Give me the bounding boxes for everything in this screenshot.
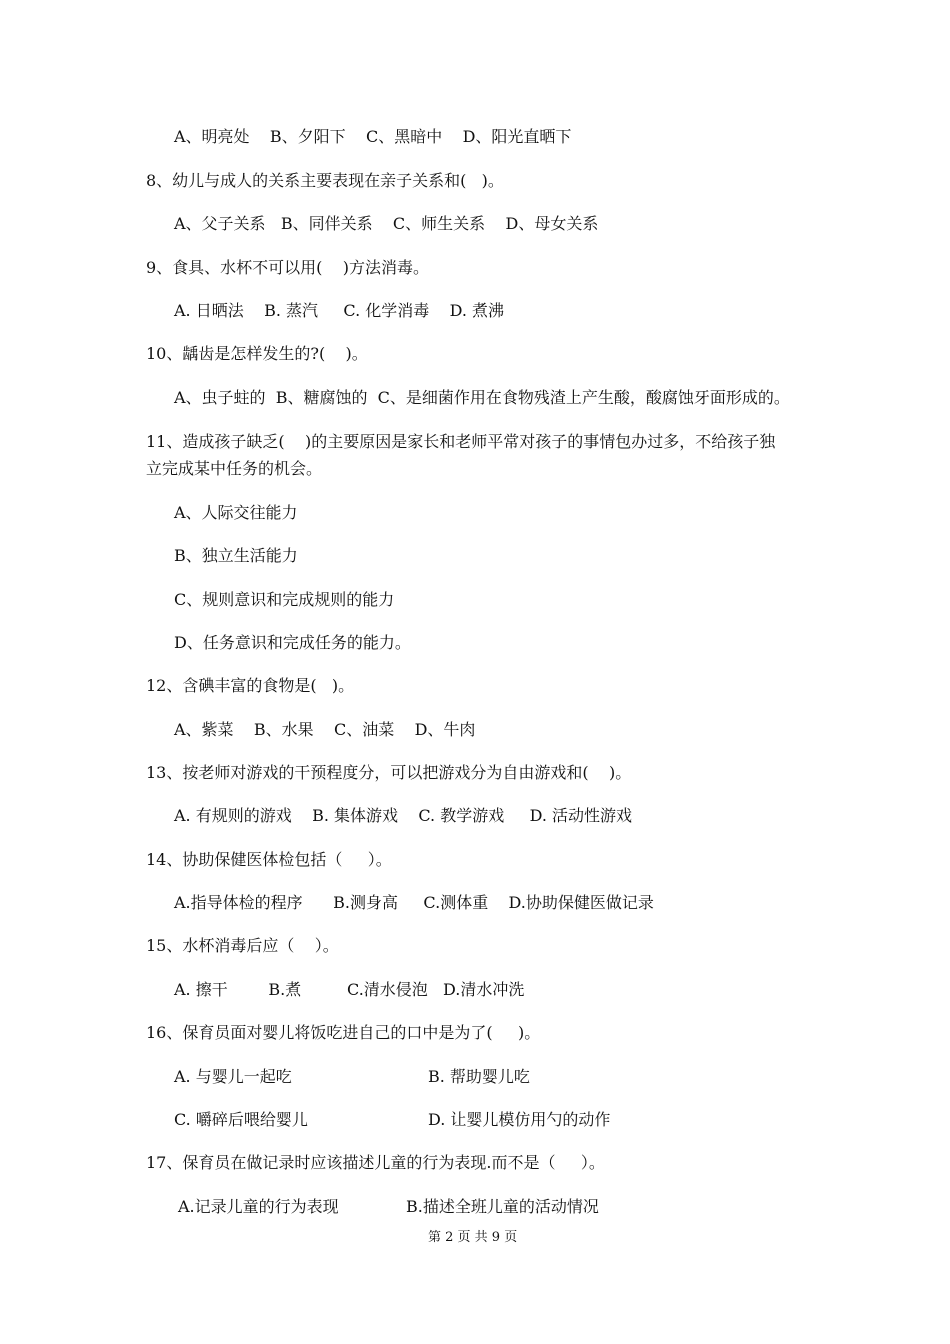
q13-options: A. 有规则的游戏 B. 集体游戏 C. 教学游戏 D. 活动性游戏 (174, 806, 633, 825)
page-footer: 第 2 页 共 9 页 (428, 1230, 518, 1245)
q16-stem: 16、保育员面对婴儿将饭吃进自己的口中是为了( )。 (146, 1023, 541, 1042)
q10-stem: 10、龋齿是怎样发生的?( )。 (146, 344, 368, 363)
q12-stem: 12、含碘丰富的食物是( )。 (146, 676, 355, 695)
q11-stem-line1: 11、造成孩子缺乏( )的主要原因是家长和老师平常对孩子的事情包办过多，不给孩子独 (146, 432, 776, 451)
q11-option-b: B、独立生活能力 (174, 546, 298, 565)
q9-stem: 9、食具、水杯不可以用( )方法消毒。 (146, 258, 430, 277)
q8-stem: 8、幼儿与成人的关系主要表现在亲子关系和( )。 (146, 171, 504, 190)
q17-option-b: B.描述全班儿童的活动情况 (406, 1197, 599, 1216)
q11-option-c: C、规则意识和完成规则的能力 (174, 590, 395, 609)
q12-options: A、紫菜 B、水果 C、油菜 D、牛肉 (174, 720, 476, 739)
q16-option-a: A. 与婴儿一起吃 (174, 1067, 292, 1086)
q16-option-b: B. 帮助婴儿吃 (428, 1067, 530, 1086)
q14-options: A.指导体检的程序 B.测身高 C.测体重 D.协助保健医做记录 (174, 893, 654, 912)
q11-option-a: A、人际交往能力 (174, 503, 298, 522)
q17-option-a: A.记录儿童的行为表现 (178, 1197, 339, 1216)
q15-stem: 15、水杯消毒后应（ ）。 (146, 936, 339, 955)
q8-options: A、父子关系 B、同伴关系 C、师生关系 D、母女关系 (174, 214, 599, 233)
q11-stem-line2: 立完成某中任务的机会。 (146, 459, 323, 478)
q16-option-d: D. 让婴儿模仿用勺的动作 (428, 1110, 611, 1129)
q17-stem: 17、保育员在做记录时应该描述儿童的行为表现.而不是（ ）。 (146, 1153, 605, 1172)
q16-option-c: C. 嚼碎后喂给婴儿 (174, 1110, 308, 1129)
q15-options: A. 擦干 B.煮 C.清水侵泡 D.清水冲洗 (174, 980, 525, 999)
q11-option-d: D、任务意识和完成任务的能力。 (174, 633, 411, 652)
q14-stem: 14、协助保健医体检包括（ ）。 (146, 850, 392, 869)
q9-options: A. 日晒法 B. 蒸汽 C. 化学消毒 D. 煮沸 (174, 301, 505, 320)
q10-options: A、虫子蛀的 B、糖腐蚀的 C、是细菌作用在食物残渣上产生酸，酸腐蚀牙面形成的。 (174, 388, 790, 407)
q7-options: A、明亮处 B、夕阳下 C、黑暗中 D、阳光直晒下 (174, 127, 572, 146)
q13-stem: 13、按老师对游戏的干预程度分，可以把游戏分为自由游戏和( )。 (146, 763, 632, 782)
